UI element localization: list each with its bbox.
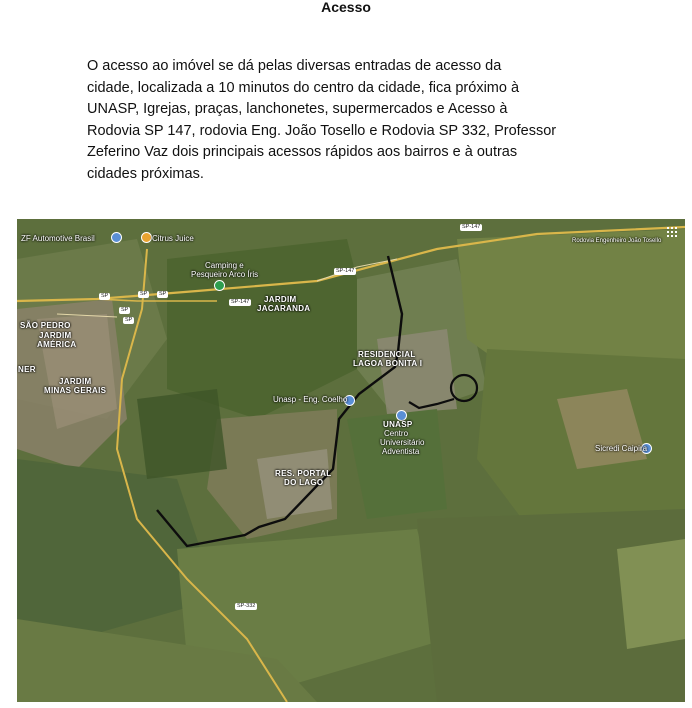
body-paragraph [87, 56, 575, 185]
road-shield: SP [159, 291, 167, 297]
apps-grid-icon[interactable] [667, 227, 677, 237]
road-shield: SP [125, 317, 133, 323]
food-pin-icon[interactable] [141, 232, 152, 243]
map-label: Sicredi Caipira [595, 444, 648, 453]
map-label: UNASP [383, 420, 413, 429]
map-label: AMÉRICA [37, 340, 77, 349]
road-shield: SP [140, 291, 148, 297]
road-shield: SP [101, 293, 109, 299]
map-label: JARDIM [59, 377, 92, 386]
map-label: JARDIM [39, 331, 72, 340]
road-shield: SP-332 [237, 603, 256, 609]
road-shield: SP-147 [462, 224, 481, 230]
map-label: JACARANDA [257, 304, 311, 313]
map-label: Universitário [380, 438, 425, 447]
road-shield: SP-147 [336, 268, 355, 274]
map-label: ZF Automotive Brasil [21, 234, 95, 243]
road-shield: SP [121, 307, 129, 313]
map-label: NER [18, 365, 36, 374]
map-label: Centro [384, 429, 409, 438]
park-pin-icon[interactable] [214, 280, 225, 291]
map-label: RESIDENCIAL [358, 350, 416, 359]
section-heading: Acesso [321, 0, 371, 15]
paragraph-line: Rodovia SP 147, rodovia Eng. João Tosello e Rodovia SP 332, Professor [87, 122, 557, 139]
satellite-map [17, 219, 685, 702]
map-label: Camping e [205, 261, 244, 270]
paragraph-line: cidade, localizada a 10 minutos do centro da cidade, fica próximo à [87, 79, 520, 96]
place-pin-icon[interactable] [111, 232, 122, 243]
map-label: SÃO PEDRO [20, 321, 71, 330]
map-label: LAGOA BONITA I [353, 359, 423, 368]
map-label: Adventista [382, 447, 420, 456]
map-label: Pesqueiro Arco Íris [191, 270, 259, 279]
paragraph-line: O acesso ao imóvel se dá pelas diversas entradas de acesso da [87, 58, 502, 74]
map-label: DO LAGO [284, 478, 324, 487]
paragraph-line: Zeferino Vaz dois principais acessos rápidos aos bairros e à outras [87, 144, 518, 160]
map-label: JARDIM [264, 295, 297, 304]
road-shield: SP-147 [231, 299, 250, 305]
paragraph-line: cidades próximas. [87, 165, 204, 182]
map-label: Citrus Juice [152, 234, 194, 243]
map-graphics [17, 219, 685, 702]
map-label: RES. PORTAL [275, 469, 332, 478]
paragraph-line: UNASP, Igrejas, praças, lanchonetes, supermercados e Acesso à [87, 101, 508, 117]
map-label: Rodovia Engenheiro João Tosello [572, 238, 662, 244]
map-label: MINAS GERAIS [44, 386, 107, 395]
map-label: Unasp - Eng. Coelho [273, 395, 348, 404]
